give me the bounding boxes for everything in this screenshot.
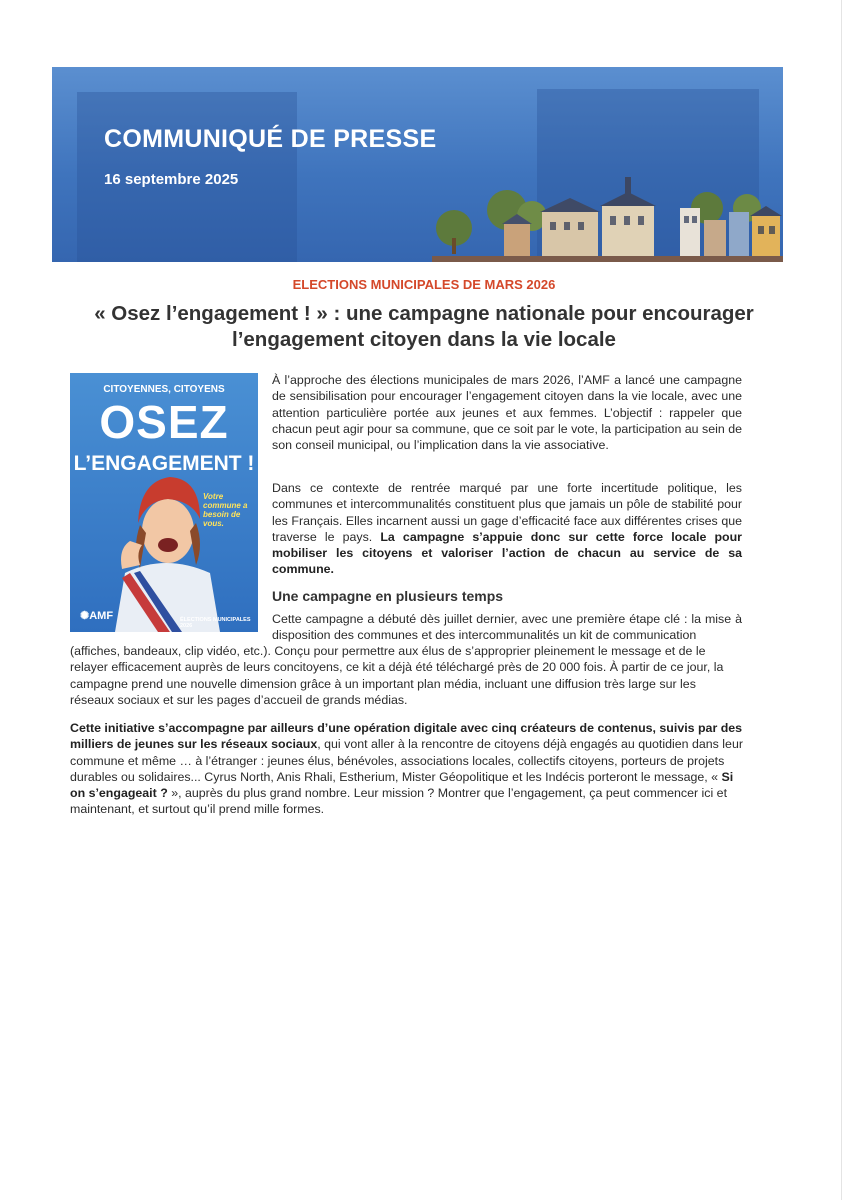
banner-title: COMMUNIQUÉ DE PRESSE: [104, 125, 437, 153]
poster-top-text: CITOYENNES, CITOYENS: [103, 384, 225, 395]
headline: « Osez l’engagement ! » : une campagne nationale pour encourager l’engagement citoyen dans la vie locale: [94, 302, 754, 351]
paragraph-context-text: Dans ce contexte de rentrée marqué par une forte incertitude politique, les communes et intercommunalités constituent plus que jamais un pôle de stabilité pour les Français. Elles incarnent aussi un gage d’efficacité face aux différentes crises que traverse le pays.: [272, 481, 742, 544]
paragraph-context-bold: La campagne s’appuie donc sur cette force locale pour mobiliser les citoyens et valoriser l’action de chacun au service de sa commune.: [272, 529, 742, 577]
press-release-banner: [52, 67, 783, 262]
poster-side-text: Votre commune a besoin de vous.: [203, 492, 248, 528]
poster-big-text: OSEZ: [99, 396, 229, 448]
banner-date: 16 septembre 2025: [104, 171, 239, 188]
paragraph-digital-end: », auprès du plus grand nombre. Leur mission ? Montrer que l’engagement, ça peut commencer ici et maintenant, et surtout qu’il prend mille formes.: [70, 786, 728, 817]
town-illustration: [432, 172, 783, 262]
paragraph-campaign-first: Cette campagne a débuté dès juillet dernier, avec une première étape clé : la mise à disposition des communes et des intercommunalités un kit de communication: [272, 612, 742, 643]
page-edge: [841, 0, 842, 1200]
poster-mid-text: L’ENGAGEMENT !: [73, 452, 255, 475]
poster-footer-text: ÉLECTIONS MUNICIPALES 2026: [180, 617, 251, 629]
subheading: Une campagne en plusieurs temps: [272, 588, 504, 604]
paragraph-context: [272, 480, 742, 578]
paragraph-digital-quote: Si on s’engageait ?: [70, 769, 734, 801]
paragraph-digital-bold: Cette initiative s’accompagne par ailleurs d’une opération digitale avec cinq créateurs de contenus, suivis par des milliers de jeunes sur les réseaux sociaux: [70, 721, 743, 752]
paragraph-campaign-rest: (affiches, bandeaux, clip vidéo, etc.). Conçu pour permettre aux élus de s’approprier pleinement le message et de le relayer efficacement auprès de leurs concitoyens, ce kit a déjà été téléchargé près de 20 000 fois. À partir de ce jour, la campagne prend une nouvelle dimension grâce à un important plan média, incluant une diffusion très large sur les réseaux sociaux et sur les pages d’accueil de grands médias.: [70, 644, 724, 707]
paragraph-digital: [70, 720, 748, 818]
paragraph-digital-text: , qui vont aller à la rencontre de citoyens déjà engagés au quotidien dans leur commune et même … à l’étranger : jeunes élus, bénévoles, associations locales, collectifs citoyens, porteurs de projets durables ou solidaires... Cyrus North, Anis Rhali, Estherium, Mister Géopolitique et les Indécis porteront le message, «: [70, 737, 743, 784]
paragraph-intro: À l’approche des élections municipales de mars 2026, l’AMF a lancé une campagne de sensibilisation pour encourager l’engagement citoyen dans la vie locale, avec une attention particulière portée aux jeunes et aux femmes. L’objectif : rappeler que chacun peut agir pour sa commune, que ce soit par le vote, la participation au sein de son conseil municipal, ou l’implication dans la vie associative.: [272, 373, 742, 453]
amf-logo: ✺AMF: [80, 610, 114, 622]
amf-logo-text: AMF: [89, 610, 114, 622]
campaign-poster: [70, 373, 258, 632]
section-kicker: ELECTIONS MUNICIPALES DE MARS 2026: [292, 277, 556, 292]
